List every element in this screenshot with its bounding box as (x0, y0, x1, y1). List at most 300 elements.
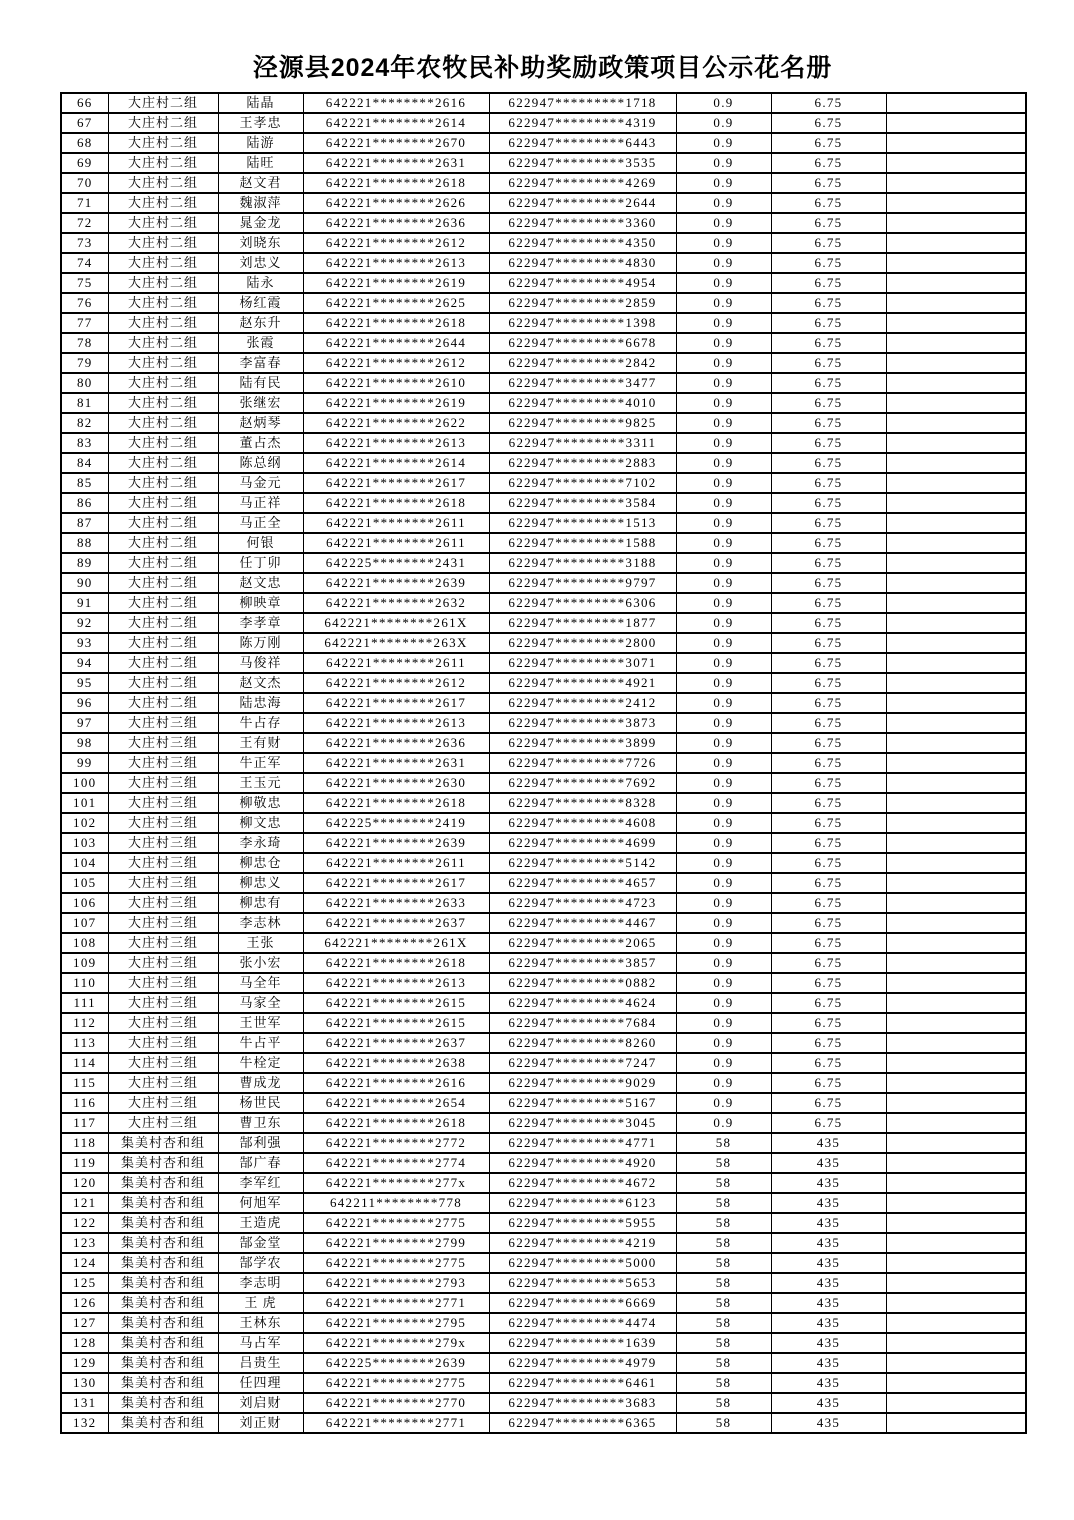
quantity-cell: 0.9 (676, 653, 771, 673)
quantity-cell: 0.9 (676, 933, 771, 953)
table-row (61, 353, 1026, 373)
id-number-cell: 642221********279x (303, 1333, 489, 1353)
quantity-cell: 0.9 (676, 413, 771, 433)
bank-account-cell: 622947*********4010 (489, 393, 676, 413)
quantity-cell: 0.9 (676, 433, 771, 453)
quantity-cell: 0.9 (676, 313, 771, 333)
quantity-cell: 0.9 (676, 93, 771, 113)
remark-cell (886, 1253, 1026, 1273)
amount-cell: 6.75 (771, 493, 886, 513)
village-group-cell: 大庄村二组 (108, 253, 218, 273)
row-number-cell: 71 (61, 193, 108, 213)
quantity-cell: 58 (676, 1233, 771, 1253)
amount-cell: 6.75 (771, 673, 886, 693)
name-cell: 任四理 (218, 1373, 303, 1393)
quantity-cell: 58 (676, 1373, 771, 1393)
quantity-cell: 58 (676, 1133, 771, 1153)
id-number-cell: 642221********2799 (303, 1233, 489, 1253)
name-cell: 李志明 (218, 1273, 303, 1293)
name-cell: 马家全 (218, 993, 303, 1013)
amount-cell: 6.75 (771, 433, 886, 453)
name-cell: 陆旺 (218, 153, 303, 173)
bank-account-cell: 622947*********4319 (489, 113, 676, 133)
row-number-cell: 95 (61, 673, 108, 693)
quantity-cell: 0.9 (676, 1053, 771, 1073)
id-number-cell: 642221********2637 (303, 913, 489, 933)
bank-account-cell: 622947*********4771 (489, 1133, 676, 1153)
table-row (61, 1153, 1026, 1173)
row-number-cell: 69 (61, 153, 108, 173)
quantity-cell: 0.9 (676, 153, 771, 173)
bank-account-cell: 622947*********4219 (489, 1233, 676, 1253)
bank-account-cell: 622947*********7692 (489, 773, 676, 793)
id-number-cell: 642221********2612 (303, 673, 489, 693)
row-number-cell: 112 (61, 1013, 108, 1033)
table-row (61, 173, 1026, 193)
amount-cell: 6.75 (771, 833, 886, 853)
amount-cell: 6.75 (771, 1073, 886, 1093)
amount-cell: 435 (771, 1393, 886, 1413)
name-cell: 李志林 (218, 913, 303, 933)
table-row (61, 253, 1026, 273)
amount-cell: 6.75 (771, 93, 886, 113)
village-group-cell: 大庄村三组 (108, 893, 218, 913)
name-cell: 杨红霞 (218, 293, 303, 313)
name-cell: 王张 (218, 933, 303, 953)
remark-cell (886, 1373, 1026, 1393)
name-cell: 牛占平 (218, 1033, 303, 1053)
village-group-cell: 集美村杏和组 (108, 1233, 218, 1253)
id-number-cell: 642221********2618 (303, 173, 489, 193)
name-cell: 王林东 (218, 1313, 303, 1333)
amount-cell: 6.75 (771, 233, 886, 253)
amount-cell: 6.75 (771, 933, 886, 953)
table-row (61, 553, 1026, 573)
remark-cell (886, 293, 1026, 313)
amount-cell: 6.75 (771, 1113, 886, 1133)
quantity-cell: 0.9 (676, 333, 771, 353)
village-group-cell: 大庄村二组 (108, 113, 218, 133)
amount-cell: 6.75 (771, 153, 886, 173)
id-number-cell: 642221********2636 (303, 733, 489, 753)
table-row (61, 633, 1026, 653)
table-row (61, 593, 1026, 613)
id-number-cell: 642211********778 (303, 1193, 489, 1213)
bank-account-cell: 622947*********1588 (489, 533, 676, 553)
row-number-cell: 130 (61, 1373, 108, 1393)
village-group-cell: 大庄村三组 (108, 913, 218, 933)
amount-cell: 6.75 (771, 113, 886, 133)
table-row (61, 1093, 1026, 1113)
remark-cell (886, 1293, 1026, 1313)
remark-cell (886, 413, 1026, 433)
name-cell: 马占军 (218, 1333, 303, 1353)
bank-account-cell: 622947*********2842 (489, 353, 676, 373)
quantity-cell: 58 (676, 1253, 771, 1273)
table-row (61, 193, 1026, 213)
remark-cell (886, 1213, 1026, 1233)
id-number-cell: 642221********2611 (303, 853, 489, 873)
row-number-cell: 117 (61, 1113, 108, 1133)
table-row (61, 833, 1026, 853)
village-group-cell: 集美村杏和组 (108, 1213, 218, 1233)
quantity-cell: 0.9 (676, 1073, 771, 1093)
amount-cell: 6.75 (771, 613, 886, 633)
remark-cell (886, 713, 1026, 733)
quantity-cell: 0.9 (676, 353, 771, 373)
bank-account-cell: 622947*********9825 (489, 413, 676, 433)
quantity-cell: 58 (676, 1393, 771, 1413)
village-group-cell: 大庄村三组 (108, 1033, 218, 1053)
bank-account-cell: 622947*********4699 (489, 833, 676, 853)
amount-cell: 6.75 (771, 893, 886, 913)
quantity-cell: 0.9 (676, 573, 771, 593)
quantity-cell: 0.9 (676, 1033, 771, 1053)
table-row (61, 1273, 1026, 1293)
quantity-cell: 0.9 (676, 1013, 771, 1033)
village-group-cell: 大庄村三组 (108, 1013, 218, 1033)
table-row (61, 533, 1026, 553)
bank-account-cell: 622947*********6123 (489, 1193, 676, 1213)
remark-cell (886, 353, 1026, 373)
name-cell: 李富春 (218, 353, 303, 373)
bank-account-cell: 622947*********4921 (489, 673, 676, 693)
id-number-cell: 642221********2617 (303, 873, 489, 893)
name-cell: 杨世民 (218, 1093, 303, 1113)
row-number-cell: 132 (61, 1413, 108, 1433)
row-number-cell: 105 (61, 873, 108, 893)
amount-cell: 435 (771, 1153, 886, 1173)
remark-cell (886, 1113, 1026, 1133)
id-number-cell: 642221********2618 (303, 953, 489, 973)
page-title: 泾源县2024年农牧民补助奖励政策项目公示花名册 (252, 54, 833, 82)
amount-cell: 6.75 (771, 693, 886, 713)
village-group-cell: 大庄村二组 (108, 373, 218, 393)
name-cell: 陆永 (218, 273, 303, 293)
village-group-cell: 大庄村三组 (108, 993, 218, 1013)
village-group-cell: 大庄村三组 (108, 773, 218, 793)
id-number-cell: 642221********2670 (303, 133, 489, 153)
bank-account-cell: 622947*********1877 (489, 613, 676, 633)
bank-account-cell: 622947*********4350 (489, 233, 676, 253)
quantity-cell: 0.9 (676, 953, 771, 973)
remark-cell (886, 693, 1026, 713)
village-group-cell: 集美村杏和组 (108, 1373, 218, 1393)
name-cell: 郜广春 (218, 1153, 303, 1173)
table-row (61, 973, 1026, 993)
quantity-cell: 0.9 (676, 673, 771, 693)
id-number-cell: 642221********2613 (303, 713, 489, 733)
remark-cell (886, 653, 1026, 673)
name-cell: 刘忠义 (218, 253, 303, 273)
bank-account-cell: 622947*********5955 (489, 1213, 676, 1233)
table-row (61, 1113, 1026, 1133)
village-group-cell: 大庄村二组 (108, 153, 218, 173)
quantity-cell: 0.9 (676, 473, 771, 493)
bank-account-cell: 622947*********3873 (489, 713, 676, 733)
remark-cell (886, 673, 1026, 693)
name-cell: 赵文忠 (218, 573, 303, 593)
amount-cell: 435 (771, 1193, 886, 1213)
remark-cell (886, 173, 1026, 193)
id-number-cell: 642221********2630 (303, 773, 489, 793)
remark-cell (886, 733, 1026, 753)
remark-cell (886, 333, 1026, 353)
name-cell: 陈总纲 (218, 453, 303, 473)
quantity-cell: 0.9 (676, 873, 771, 893)
village-group-cell: 大庄村二组 (108, 273, 218, 293)
bank-account-cell: 622947*********2412 (489, 693, 676, 713)
table-row (61, 1413, 1026, 1433)
bank-account-cell: 622947*********3188 (489, 553, 676, 573)
name-cell: 马全年 (218, 973, 303, 993)
id-number-cell: 642221********2770 (303, 1393, 489, 1413)
roster-table-body (61, 93, 1026, 1433)
bank-account-cell: 622947*********4979 (489, 1353, 676, 1373)
table-row (61, 1353, 1026, 1373)
bank-account-cell: 622947*********3857 (489, 953, 676, 973)
amount-cell: 6.75 (771, 193, 886, 213)
remark-cell (886, 833, 1026, 853)
quantity-cell: 58 (676, 1353, 771, 1373)
row-number-cell: 104 (61, 853, 108, 873)
bank-account-cell: 622947*********1639 (489, 1333, 676, 1353)
name-cell: 赵文杰 (218, 673, 303, 693)
table-row (61, 213, 1026, 233)
id-number-cell: 642221********2625 (303, 293, 489, 313)
table-row (61, 1313, 1026, 1333)
village-group-cell: 集美村杏和组 (108, 1273, 218, 1293)
bank-account-cell: 622947*********8260 (489, 1033, 676, 1053)
quantity-cell: 0.9 (676, 773, 771, 793)
id-number-cell: 642221********2638 (303, 1053, 489, 1073)
row-number-cell: 84 (61, 453, 108, 473)
quantity-cell: 0.9 (676, 193, 771, 213)
id-number-cell: 642221********2771 (303, 1293, 489, 1313)
row-number-cell: 111 (61, 993, 108, 1013)
table-row (61, 573, 1026, 593)
table-row (61, 1013, 1026, 1033)
remark-cell (886, 993, 1026, 1013)
bank-account-cell: 622947*********3311 (489, 433, 676, 453)
id-number-cell: 642221********2626 (303, 193, 489, 213)
row-number-cell: 99 (61, 753, 108, 773)
name-cell: 李军红 (218, 1173, 303, 1193)
table-row (61, 1033, 1026, 1053)
village-group-cell: 大庄村三组 (108, 1093, 218, 1113)
row-number-cell: 129 (61, 1353, 108, 1373)
quantity-cell: 0.9 (676, 133, 771, 153)
table-row (61, 733, 1026, 753)
row-number-cell: 68 (61, 133, 108, 153)
row-number-cell: 116 (61, 1093, 108, 1113)
bank-account-cell: 622947*********4624 (489, 993, 676, 1013)
bank-account-cell: 622947*********6461 (489, 1373, 676, 1393)
row-number-cell: 93 (61, 633, 108, 653)
remark-cell (886, 913, 1026, 933)
remark-cell (886, 133, 1026, 153)
name-cell: 柳忠仓 (218, 853, 303, 873)
village-group-cell: 大庄村二组 (108, 553, 218, 573)
bank-account-cell: 622947*********3535 (489, 153, 676, 173)
remark-cell (886, 1353, 1026, 1373)
id-number-cell: 642221********2614 (303, 453, 489, 473)
id-number-cell: 642221********2617 (303, 693, 489, 713)
bank-account-cell: 622947*********2800 (489, 633, 676, 653)
table-row (61, 293, 1026, 313)
id-number-cell: 642221********2619 (303, 273, 489, 293)
table-row (61, 793, 1026, 813)
id-number-cell: 642225********2639 (303, 1353, 489, 1373)
remark-cell (886, 1313, 1026, 1333)
row-number-cell: 87 (61, 513, 108, 533)
name-cell: 李永琦 (218, 833, 303, 853)
village-group-cell: 大庄村二组 (108, 613, 218, 633)
amount-cell: 6.75 (771, 733, 886, 753)
row-number-cell: 92 (61, 613, 108, 633)
table-row (61, 333, 1026, 353)
table-row (61, 393, 1026, 413)
amount-cell: 6.75 (771, 173, 886, 193)
table-row (61, 413, 1026, 433)
bank-account-cell: 622947*********9029 (489, 1073, 676, 1093)
id-number-cell: 642221********2613 (303, 253, 489, 273)
bank-account-cell: 622947*********1398 (489, 313, 676, 333)
bank-account-cell: 622947*********4954 (489, 273, 676, 293)
name-cell: 陈万刚 (218, 633, 303, 653)
name-cell: 郜利强 (218, 1133, 303, 1153)
remark-cell (886, 1393, 1026, 1413)
village-group-cell: 大庄村三组 (108, 793, 218, 813)
amount-cell: 6.75 (771, 273, 886, 293)
village-group-cell: 集美村杏和组 (108, 1413, 218, 1433)
quantity-cell: 0.9 (676, 273, 771, 293)
bank-account-cell: 622947*********3477 (489, 373, 676, 393)
amount-cell: 6.75 (771, 473, 886, 493)
table-row (61, 853, 1026, 873)
remark-cell (886, 1173, 1026, 1193)
table-row (61, 1193, 1026, 1213)
row-number-cell: 125 (61, 1273, 108, 1293)
row-number-cell: 124 (61, 1253, 108, 1273)
bank-account-cell: 622947*********4830 (489, 253, 676, 273)
name-cell: 柳文忠 (218, 813, 303, 833)
remark-cell (886, 313, 1026, 333)
name-cell: 郜金堂 (218, 1233, 303, 1253)
amount-cell: 6.75 (771, 813, 886, 833)
village-group-cell: 集美村杏和组 (108, 1253, 218, 1273)
remark-cell (886, 1333, 1026, 1353)
table-row (61, 233, 1026, 253)
village-group-cell: 大庄村二组 (108, 593, 218, 613)
remark-cell (886, 433, 1026, 453)
bank-account-cell: 622947*********4723 (489, 893, 676, 913)
bank-account-cell: 622947*********6306 (489, 593, 676, 613)
remark-cell (886, 493, 1026, 513)
amount-cell: 435 (771, 1213, 886, 1233)
bank-account-cell: 622947*********4608 (489, 813, 676, 833)
table-row (61, 1293, 1026, 1313)
bank-account-cell: 622947*********4269 (489, 173, 676, 193)
village-group-cell: 集美村杏和组 (108, 1333, 218, 1353)
village-group-cell: 大庄村三组 (108, 713, 218, 733)
row-number-cell: 79 (61, 353, 108, 373)
remark-cell (886, 253, 1026, 273)
bank-account-cell: 622947*********4657 (489, 873, 676, 893)
table-row (61, 893, 1026, 913)
name-cell: 王 虎 (218, 1293, 303, 1313)
row-number-cell: 121 (61, 1193, 108, 1213)
bank-account-cell: 622947*********3045 (489, 1113, 676, 1133)
village-group-cell: 集美村杏和组 (108, 1293, 218, 1313)
name-cell: 马金元 (218, 473, 303, 493)
id-number-cell: 642221********2615 (303, 993, 489, 1013)
row-number-cell: 102 (61, 813, 108, 833)
bank-account-cell: 622947*********6365 (489, 1413, 676, 1433)
quantity-cell: 58 (676, 1293, 771, 1313)
village-group-cell: 大庄村三组 (108, 1113, 218, 1133)
village-group-cell: 大庄村三组 (108, 1053, 218, 1073)
quantity-cell: 0.9 (676, 513, 771, 533)
bank-account-cell: 622947*********4474 (489, 1313, 676, 1333)
village-group-cell: 大庄村二组 (108, 513, 218, 533)
amount-cell: 6.75 (771, 533, 886, 553)
name-cell: 王有财 (218, 733, 303, 753)
remark-cell (886, 1093, 1026, 1113)
name-cell: 郜学农 (218, 1253, 303, 1273)
table-row (61, 1053, 1026, 1073)
bank-account-cell: 622947*********6443 (489, 133, 676, 153)
bank-account-cell: 622947*********6678 (489, 333, 676, 353)
row-number-cell: 74 (61, 253, 108, 273)
remark-cell (886, 873, 1026, 893)
name-cell: 陆晶 (218, 93, 303, 113)
row-number-cell: 72 (61, 213, 108, 233)
village-group-cell: 大庄村三组 (108, 833, 218, 853)
remark-cell (886, 1013, 1026, 1033)
name-cell: 吕贵生 (218, 1353, 303, 1373)
quantity-cell: 0.9 (676, 993, 771, 1013)
remark-cell (886, 213, 1026, 233)
id-number-cell: 642221********2614 (303, 113, 489, 133)
village-group-cell: 大庄村三组 (108, 853, 218, 873)
name-cell: 柳敬忠 (218, 793, 303, 813)
remark-cell (886, 473, 1026, 493)
remark-cell (886, 933, 1026, 953)
amount-cell: 6.75 (771, 553, 886, 573)
amount-cell: 6.75 (771, 633, 886, 653)
id-number-cell: 642221********2775 (303, 1253, 489, 1273)
table-row (61, 1373, 1026, 1393)
amount-cell: 435 (771, 1413, 886, 1433)
quantity-cell: 0.9 (676, 633, 771, 653)
row-number-cell: 89 (61, 553, 108, 573)
quantity-cell: 0.9 (676, 613, 771, 633)
id-number-cell: 642221********2639 (303, 573, 489, 593)
village-group-cell: 集美村杏和组 (108, 1153, 218, 1173)
amount-cell: 435 (771, 1313, 886, 1333)
bank-account-cell: 622947*********7247 (489, 1053, 676, 1073)
table-row (61, 373, 1026, 393)
quantity-cell: 0.9 (676, 893, 771, 913)
bank-account-cell: 622947*********5000 (489, 1253, 676, 1273)
village-group-cell: 大庄村三组 (108, 1073, 218, 1093)
bank-account-cell: 622947*********3899 (489, 733, 676, 753)
bank-account-cell: 622947*********3584 (489, 493, 676, 513)
bank-account-cell: 622947*********4467 (489, 913, 676, 933)
name-cell: 赵炳琴 (218, 413, 303, 433)
remark-cell (886, 813, 1026, 833)
